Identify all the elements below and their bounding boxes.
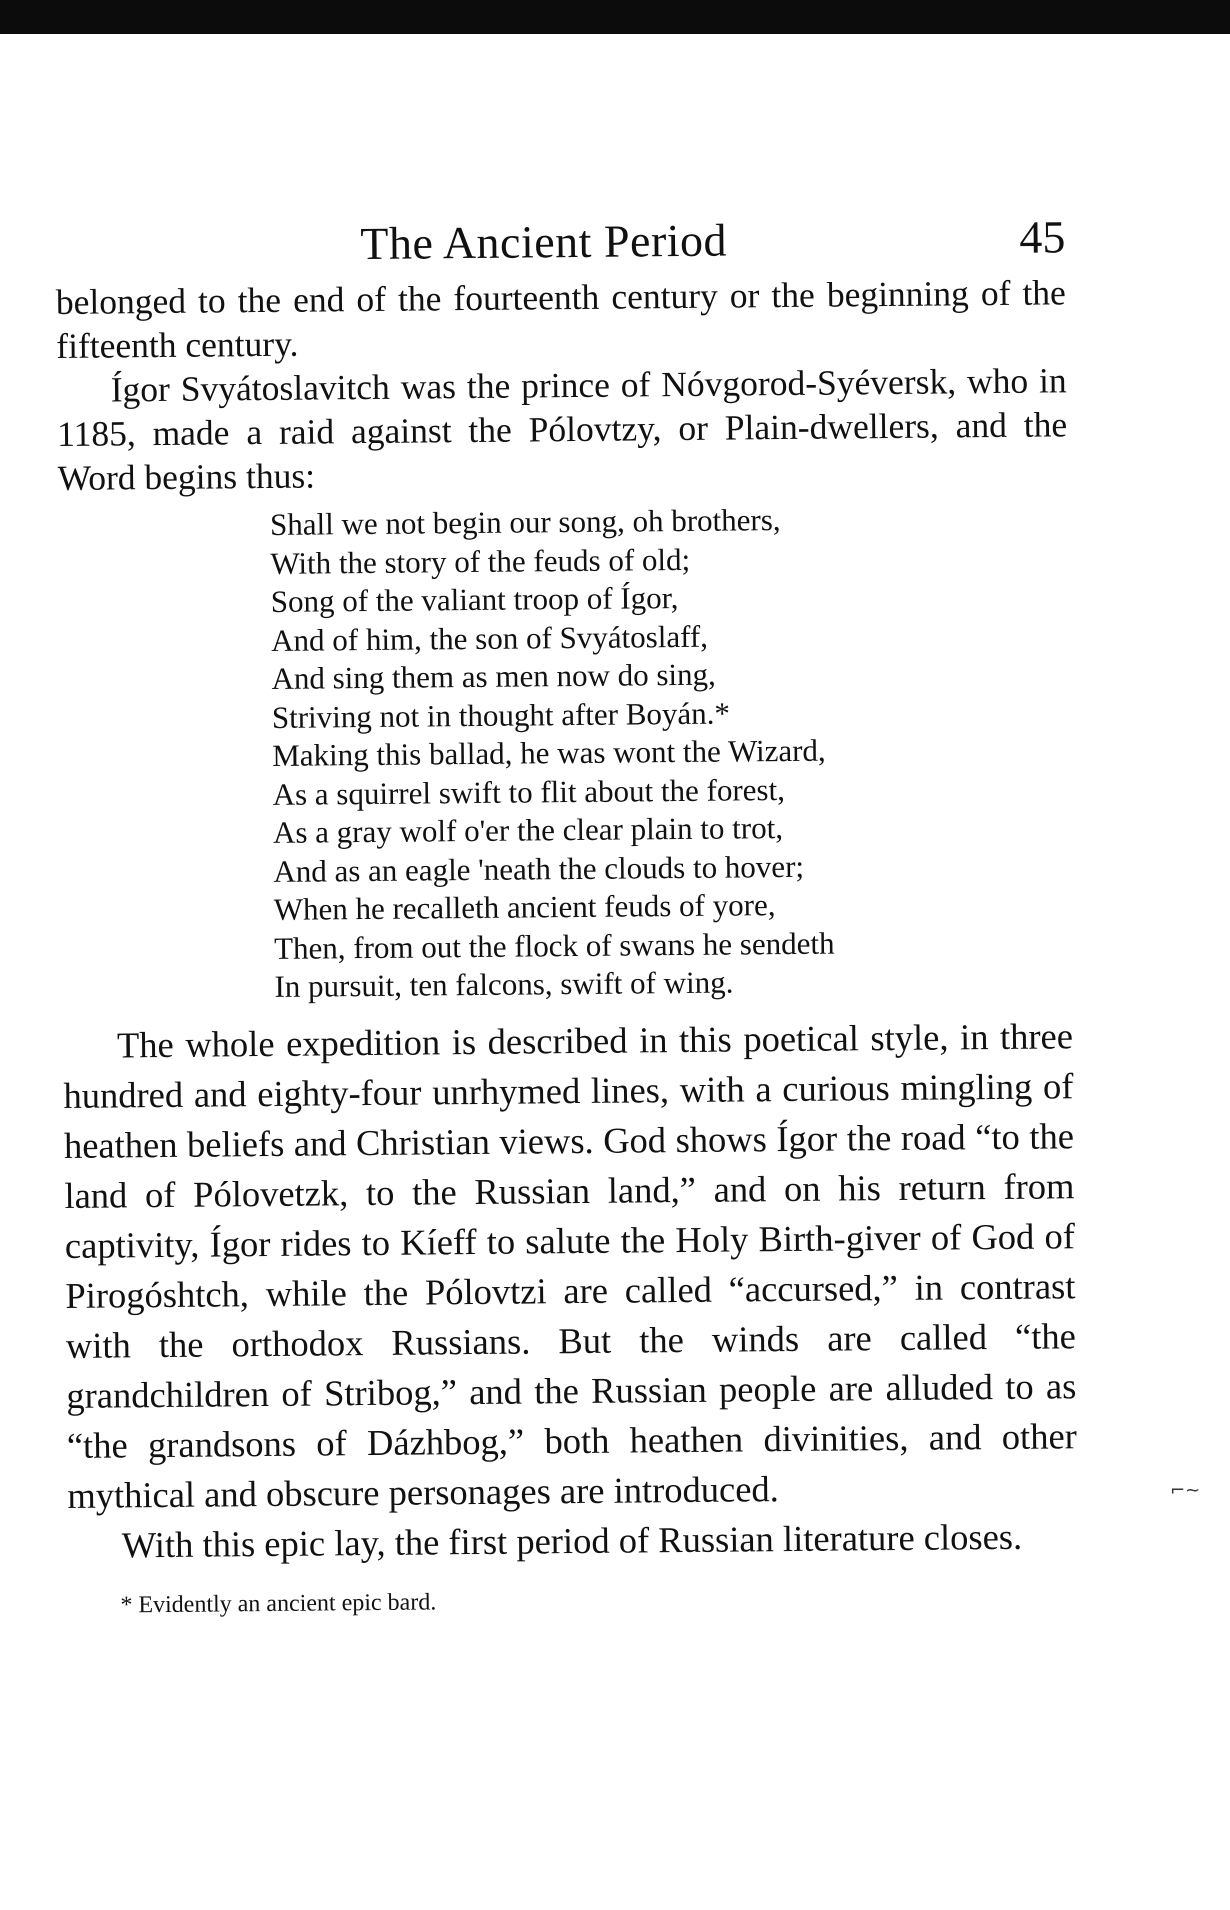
verse-line: Striving not in thought after Boyán.*	[271, 695, 731, 735]
running-head-title: The Ancient Period	[360, 214, 728, 270]
paragraph-expedition: The whole expedition is described in this poetical style, in three hundred and eighty-four unrhymed lines, with a curious mingling of heathen beliefs and Christian views. God shows Ígor the road “to the land of Pólovetzk, to the Russian land,” and on his return from captivity, Ígor rides to Kíeff to salute the Holy Birth-giver of God of Pirogóshtch, while the Pólovtzi are called “accursed,” in contrast with the orthodox Russians. But the winds are called “the grandchildren of Stribog,” and the Russian people are alluded to as “the grandsons of Dázhbog,” both heathen divinities, and other mythical and obscure personages are introduced.	[63, 1014, 1078, 1516]
page-number: 45	[1019, 211, 1066, 263]
verse-line: Making this ballad, he was wont the Wizard,	[272, 732, 826, 773]
verse-line: And of him, the son of Svyátoslaff,	[270, 618, 709, 658]
body-text	[56, 270, 1079, 1620]
running-head	[65, 200, 1086, 280]
margin-mark: ⌐~	[1170, 1480, 1201, 1501]
book-page	[55, 200, 1098, 1620]
verse-line: With the story of the feuds of old;	[270, 541, 691, 581]
paragraph-igor: Ígor Svyátoslavitch was the prince of Nóvgorod-Syéversk, who in 1185, made a raid against the Pólovtzy, or Plain-dwellers, and the Word begins thus:	[56, 360, 1068, 498]
verse-line: As a gray wolf o'er the clear plain to trot,	[272, 810, 784, 850]
paragraph-closing: With this epic lay, the first period of Russian literature closes.	[121, 1515, 1023, 1565]
verse-line: And sing them as men now do sing,	[271, 656, 716, 696]
verse-line: Shall we not begin our song, oh brothers,	[269, 502, 781, 542]
verse-line: When he recalleth ancient feuds of yore,	[273, 887, 776, 927]
verse-line: And as an eagle 'neath the clouds to hover;	[273, 848, 805, 889]
scan-top-border	[0, 0, 1230, 34]
verse-block	[270, 498, 1073, 1006]
verse-line: In pursuit, ten falcons, swift of wing.	[274, 964, 734, 1004]
verse-line: As a squirrel swift to flit about the forest,	[272, 771, 786, 812]
closing-section	[63, 1011, 1078, 1571]
verse-line: Then, from out the flock of swans he sendeth	[273, 925, 835, 966]
paragraph-continued: belonged to the end of the fourteenth century or the beginning of the fifteenth century.	[55, 272, 1067, 366]
verse-line: Song of the valiant troop of Ígor,	[270, 580, 679, 619]
footnote: * Evidently an ancient epic bard.	[120, 1588, 437, 1618]
